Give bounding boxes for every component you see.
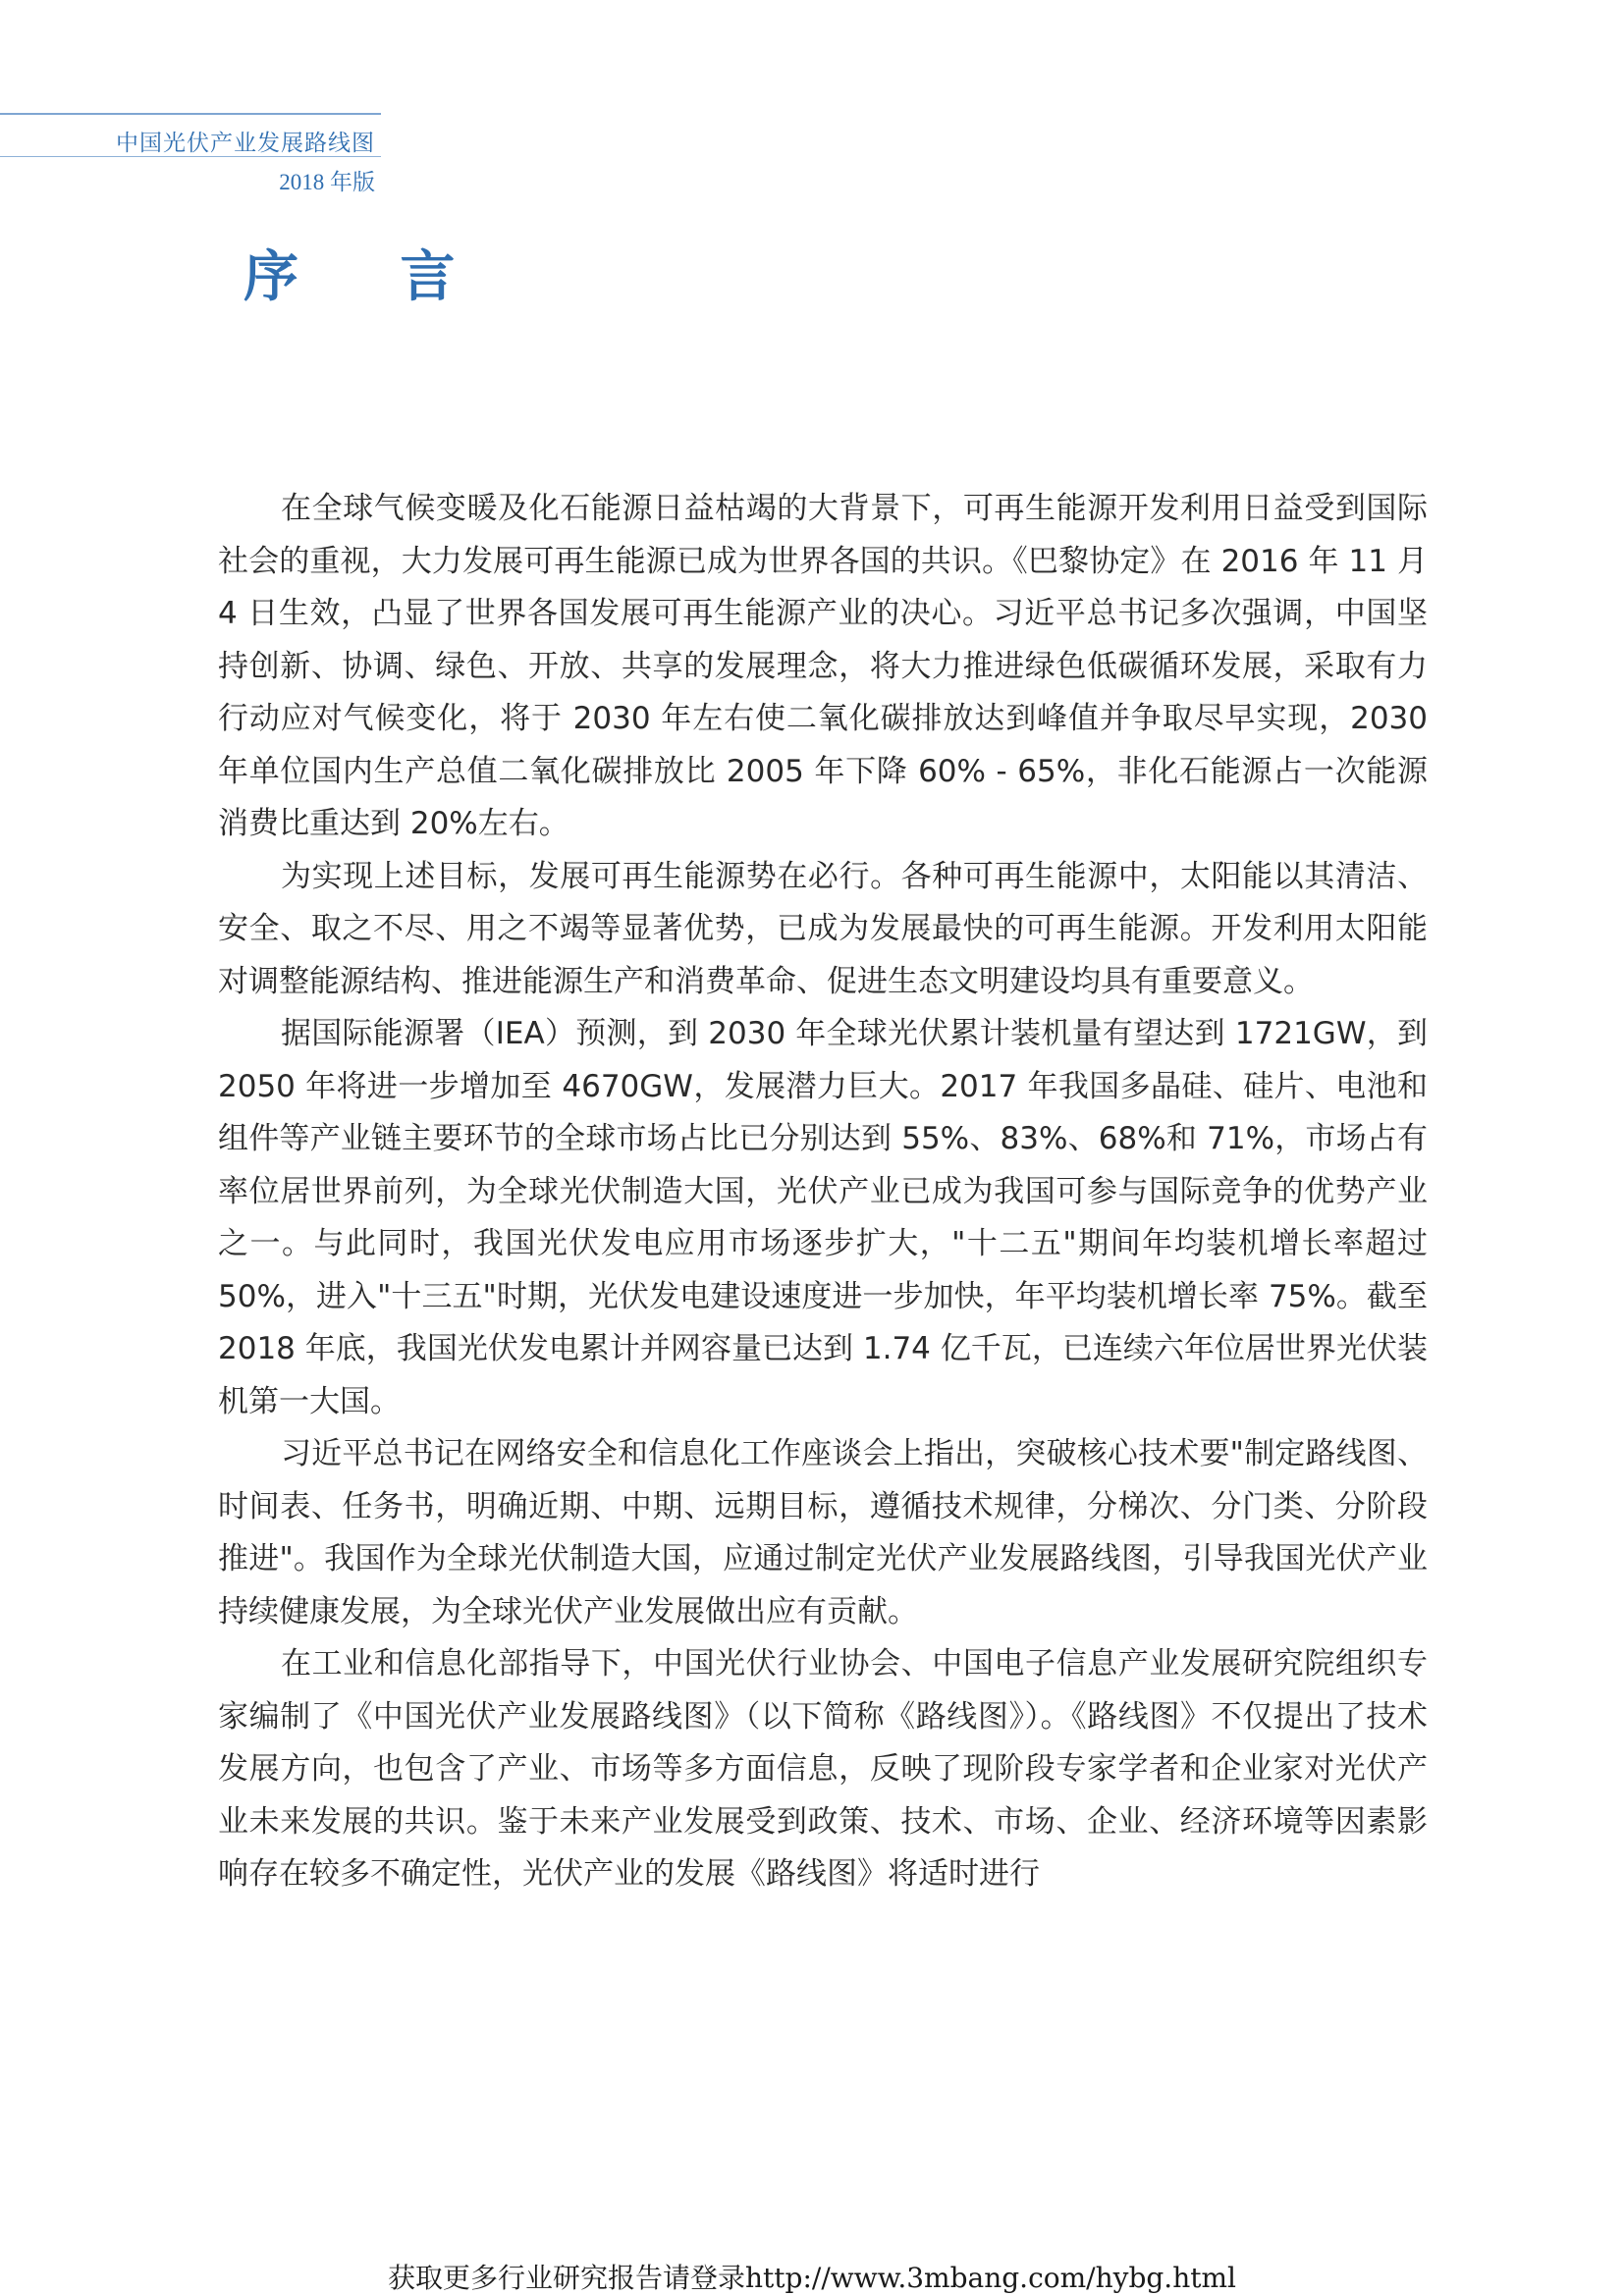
preface-body [218,483,1428,1901]
paragraph-2: 为实现上述目标，发展可再生能源势在必行。各种可再生能源中，太阳能以其清洁、安全、取之不尽、用之不竭等显著优势，已成为发展最快的可再生能源。开发利用太阳能对调整能源结构、推进能源生产和消费革命、促进生态文明建设均具有重要意义。 [218,858,1428,999]
paragraph-4: 习近平总书记在网络安全和信息化工作座谈会上指出，突破核心技术要"制定路线图、时间表、任务书，明确近期、中期、远期目标，遵循技术规律，分梯次、分门类、分阶段推进"。我国作为全球光伏制造大国，应通过制定光伏产业发展路线图，引导我国光伏产业持续健康发展，为全球光伏产业发展做出应有贡献。 [218,1436,1428,1629]
paragraph-1: 在全球气候变暖及化石能源日益枯竭的大背景下，可再生能源开发利用日益受到国际社会的重视，大力发展可再生能源已成为世界各国的共识。《巴黎协定》在 2016 年 11 月 4 日生效，凸显了世界各国发展可再生能源产业的决心。习近平总书记多次强调，中国坚持创新、协调、绿色、开放、共享的发展理念，将大力推进绿色低碳循环发展，采取有力行动应对气候变化，将于 2030 年左右使二氧化碳排放达到峰值并争取尽早实现，2030 年单位国内生产总值二氧化碳排放比 2005 年下降 60% - 65%，非化石能源占一次能源消费比重达到 20%左右。 [218,491,1428,841]
running-header-edition: 2018 年版 [279,170,375,194]
paragraph-3: 据国际能源署（IEA）预测，到 2030 年全球光伏累计装机量有望达到 1721GW，到 2050 年将进一步增加至 4670GW，发展潜力巨大。2017 年我国多晶硅、硅片、电池和组件等产业链主要环节的全球市场占比已分别达到 55%、83%、68%和 71%，市场占有率位居世界前列，为全球光伏制造大国，光伏产业已成为我国可参与国际竞争的优势产业之一。与此同时，我国光伏发电应用市场逐步扩大，"十二五"期间年均装机增长率超过 50%，进入"十三五"时期，光伏发电建设速度进一步加快，年平均装机增长率 75%。截至 2018 年底，我国光伏发电累计并网容量已达到 1.74 亿千瓦，已连续六年位居世界光伏装机第一大国。 [218,1016,1428,1419]
running-header-title: 中国光伏产业发展路线图 [116,131,375,156]
page-title: 序 言 [244,245,497,309]
header-rule-bottom [0,156,381,157]
paragraph-5: 在工业和信息化部指导下，中国光伏行业协会、中国电子信息产业发展研究院组织专家编制了《中国光伏产业发展路线图》（以下简称《路线图》）。《路线图》不仅提出了技术发展方向，也包含了产业、市场等多方面信息，反映了现阶段专家学者和企业家对光伏产业未来发展的共识。鉴于未来产业发展受到政策、技术、市场、企业、经济环境等因素影响存在较多不确定性，光伏产业的发展《路线图》将适时进行 [218,1646,1428,1892]
footer-source-note: 获取更多行业研究报告请登录http://www.3mbang.com/hybg.html [388,2262,1236,2294]
header-rule-top [0,113,381,115]
